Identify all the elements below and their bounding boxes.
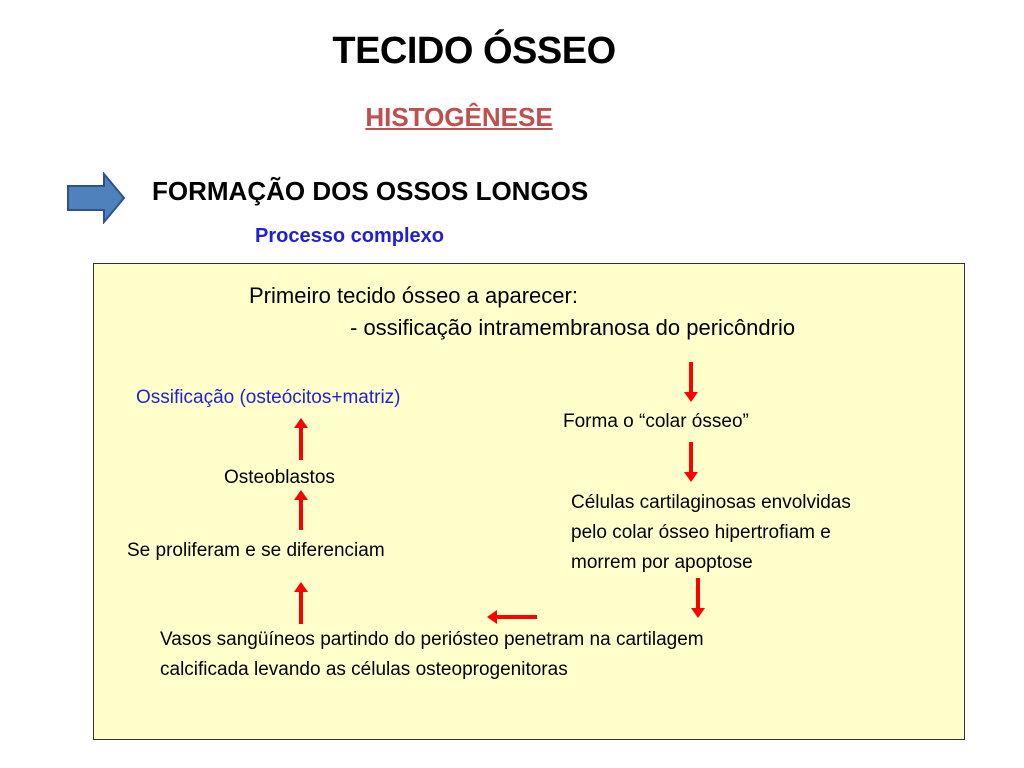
osteoblasts-text: Osteoblastos <box>224 467 335 488</box>
cartilage-line-1: Células cartilaginosas envolvidas <box>571 492 851 513</box>
cartilage-line-3: morrem por apoptose <box>571 552 753 573</box>
section-heading: FORMAÇÃO DOS OSSOS LONGOS <box>152 176 589 206</box>
up-arrow-icon <box>294 418 308 460</box>
intro-line-2: - ossificação intramembranosa do pericôndrio <box>350 315 796 340</box>
up-arrow-icon <box>294 582 308 624</box>
vessels-line-1: Vasos sangüíneos partindo do periósteo penetram na cartilagem <box>160 629 704 650</box>
cartilage-line-2: pelo colar ósseo hipertrofiam e <box>571 522 831 543</box>
ossification-text: Ossificação (osteócitos+matriz) <box>136 387 401 408</box>
vessels-line-2: calcificada levando as células osteoprogenitoras <box>160 659 568 680</box>
bone-collar-text: Forma o “colar ósseo” <box>563 411 749 432</box>
slide-subtitle: HISTOGÊNESE <box>365 102 553 132</box>
up-arrow-icon <box>294 490 308 530</box>
process-label: Processo complexo <box>255 225 444 247</box>
left-arrow-icon <box>487 610 537 624</box>
proliferate-text: Se proliferam e se diferenciam <box>127 540 385 561</box>
intro-line-1: Primeiro tecido ósseo a aparecer: <box>249 283 578 308</box>
diagram-panel <box>93 263 965 740</box>
slide-title: TECIDO ÓSSEO <box>332 30 616 72</box>
down-arrow-icon <box>691 578 705 618</box>
down-arrow-icon <box>684 362 698 402</box>
down-arrow-icon <box>684 442 698 482</box>
right-arrow-icon <box>66 172 126 224</box>
